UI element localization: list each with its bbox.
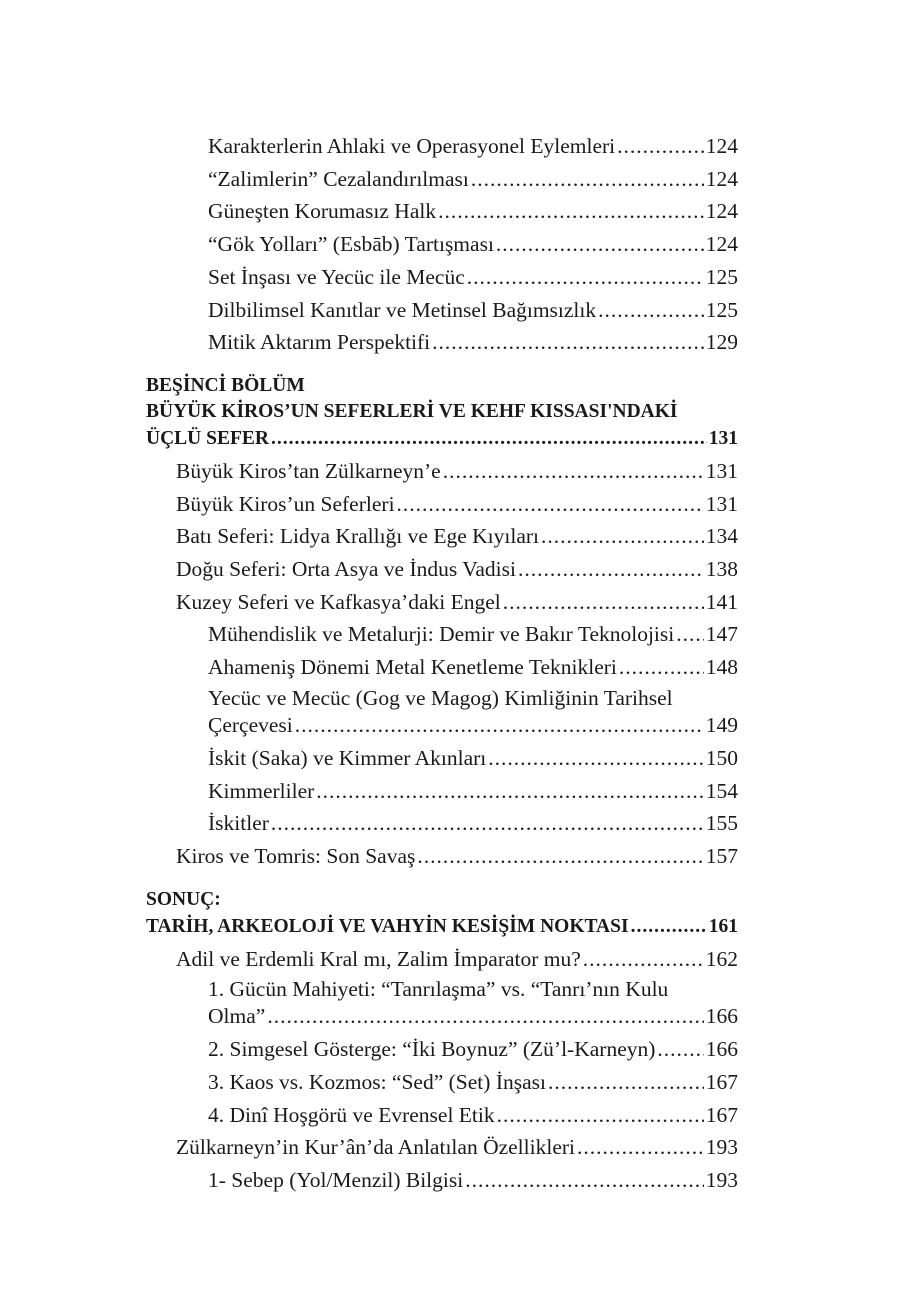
toc-entry-page: 154 — [705, 778, 738, 803]
toc-entry-title: 4. Dinî Hoşgörü ve Evrensel Etik — [208, 1102, 495, 1127]
toc-entry-page: 124 — [705, 134, 738, 158]
toc-entry-page: 166 — [705, 1004, 738, 1029]
conclusion-label: SONUÇ: — [146, 888, 221, 910]
toc-entry-title: Büyük Kiros’tan Zülkarneyn’e — [176, 458, 441, 483]
toc-entry — [146, 1131, 738, 1164]
toc-entry-title: Büyük Kiros’un Seferleri — [176, 491, 395, 516]
toc-entry-title-line: Yecüc ve Mecüc (Gog ve Magog) Kimliğinin Tarihsel — [208, 685, 673, 710]
dot-leader — [397, 488, 704, 521]
dot-leader — [631, 913, 707, 941]
toc-entry-page: 134 — [705, 524, 738, 549]
dot-leader — [443, 455, 704, 488]
toc-entry-page: 124 — [705, 232, 738, 257]
toc-entry — [146, 261, 738, 294]
toc-entry-title: Kuzey Seferi ve Kafkasya’daki Engel — [176, 589, 501, 614]
toc-entry-page: 125 — [705, 297, 738, 322]
toc-entry-title: Kimmerliler — [208, 778, 315, 803]
toc-entry-title: Set İnşası ve Yecüc ile Mecüc — [208, 264, 465, 289]
toc-entry-page: 193 — [705, 1168, 738, 1193]
toc-entry — [146, 685, 738, 739]
dot-leader — [467, 261, 704, 294]
dot-leader — [488, 742, 704, 775]
toc-entry-page: 131 — [705, 458, 738, 483]
dot-leader — [518, 553, 704, 586]
toc-entry-title: İskit (Saka) ve Kimmer Akınları — [208, 745, 487, 770]
toc-entry-page: 131 — [705, 491, 738, 516]
toc-entry-page: 149 — [705, 712, 738, 737]
chapter-label: BEŞİNCİ BÖLÜM — [146, 374, 305, 396]
toc-entry-page: 166 — [705, 1037, 738, 1062]
toc-entry-page: 148 — [705, 655, 738, 680]
toc-entry-title: “Gök Yolları” (Esbāb) Tartışması — [208, 232, 494, 257]
dot-leader — [548, 1066, 704, 1099]
toc-entry — [146, 294, 738, 327]
toc-entry-title: Karakterlerin Ahlaki ve Operasyonel Eylemleri — [208, 134, 616, 158]
toc-entry-title: “Zalimlerin” Cezalandırılması — [208, 166, 469, 191]
toc-entry-last-line — [208, 711, 738, 739]
conclusion-page: 161 — [708, 915, 738, 937]
toc-entry — [146, 1066, 738, 1099]
toc-entry — [146, 840, 738, 873]
toc-entry — [146, 775, 738, 808]
toc-entry-title-line: Olma” — [208, 1004, 266, 1029]
conclusion-heading — [146, 887, 738, 941]
toc-entry — [146, 195, 738, 228]
dot-leader — [438, 195, 704, 228]
dot-leader — [619, 651, 704, 684]
toc-entry — [146, 1099, 738, 1132]
toc-entry-page: 141 — [705, 589, 738, 614]
toc-entry — [146, 807, 738, 840]
toc-entry-page: 147 — [705, 622, 738, 647]
toc-entry — [146, 553, 738, 586]
toc-entry-title: Zülkarneyn’in Kur’ân’da Anlatılan Özellikleri — [176, 1135, 575, 1160]
toc-entry-title-line: 1. Gücün Mahiyeti: “Tanrılaşma” vs. “Tanrı’nın Kulu — [208, 977, 669, 1002]
dot-leader — [496, 228, 704, 261]
toc-entry — [146, 1033, 738, 1066]
chapter-title-row — [146, 425, 738, 453]
toc-entry-page: 150 — [705, 745, 738, 770]
dot-leader — [503, 586, 704, 619]
toc-entry-title: İskitler — [208, 811, 269, 836]
toc-entry — [146, 586, 738, 619]
toc-entry — [146, 742, 738, 775]
dot-leader — [267, 1002, 703, 1030]
toc-entry-page: 155 — [705, 811, 738, 836]
toc-entry — [146, 1164, 738, 1197]
chapter-page: 131 — [708, 427, 738, 449]
toc-entry-title: Güneşten Korumasız Halk — [208, 199, 437, 224]
chapter-title-line: BÜYÜK KİROS’UN SEFERLERİ VE KEHF KISSASI'NDAKİ — [146, 400, 678, 422]
toc-entry — [146, 618, 738, 651]
toc-entry-page: 124 — [705, 199, 738, 224]
conclusion-title-row — [146, 913, 738, 941]
dot-leader — [497, 1099, 704, 1132]
toc-entry-page: 125 — [705, 264, 738, 289]
toc-entry-page: 138 — [705, 557, 738, 582]
toc-entry-title: Doğu Seferi: Orta Asya ve İndus Vadisi — [176, 557, 516, 582]
dot-leader — [577, 1131, 704, 1164]
toc-entry-page: 167 — [705, 1102, 738, 1127]
dot-leader — [271, 425, 707, 453]
toc-entry-title: Mühendislik ve Metalurji: Demir ve Bakır Teknolojisi — [208, 622, 675, 647]
toc-entry-page: 124 — [705, 166, 738, 191]
toc-entry-title: 1- Sebep (Yol/Menzil) Bilgisi — [208, 1168, 464, 1193]
toc-entry — [146, 488, 738, 521]
dot-leader — [432, 326, 704, 359]
toc-entry-page: 157 — [705, 843, 738, 868]
dot-leader — [465, 1164, 704, 1197]
toc-entry — [146, 228, 738, 261]
dot-leader — [598, 294, 704, 327]
toc-entry-title: Ahameniş Dönemi Metal Kenetleme Teknikleri — [208, 655, 617, 680]
toc-entry-page: 167 — [705, 1070, 738, 1095]
toc-entry-title: Adil ve Erdemli Kral mı, Zalim İmparator mu? — [176, 946, 581, 971]
toc-entry — [146, 163, 738, 196]
toc-entry-last-line — [208, 1002, 738, 1030]
dot-leader — [541, 520, 704, 553]
toc-entry-title: Dilbilimsel Kanıtlar ve Metinsel Bağımsızlık — [208, 297, 597, 322]
toc-entry-title: Mitik Aktarım Perspektifi — [208, 330, 431, 355]
chapter-heading — [146, 373, 738, 453]
dot-leader — [271, 807, 704, 840]
dot-leader — [617, 130, 704, 163]
dot-leader — [316, 775, 703, 808]
toc-entry-title: 3. Kaos vs. Kozmos: “Sed” (Set) İnşası — [208, 1070, 546, 1095]
conclusion-title: TARİH, ARKEOLOJİ VE VAHYİN KESİŞİM NOKTASI — [146, 915, 629, 937]
dot-leader — [295, 711, 704, 739]
dot-leader — [583, 943, 704, 976]
toc-entry — [146, 520, 738, 553]
dot-leader — [657, 1033, 703, 1066]
toc-entry-page: 193 — [705, 1135, 738, 1160]
toc-entry — [146, 943, 738, 976]
toc-entry-page: 162 — [705, 946, 738, 971]
table-of-contents — [146, 130, 738, 1197]
dot-leader — [471, 163, 704, 196]
toc-entry — [146, 651, 738, 684]
toc-entry-title: 2. Simgesel Gösterge: “İki Boynuz” (Zü’l-Karneyn) — [208, 1037, 656, 1062]
toc-entry — [146, 130, 738, 163]
chapter-title-line: ÜÇLÜ SEFER — [146, 427, 269, 449]
toc-entry-page: 129 — [705, 330, 738, 355]
toc-entry — [146, 455, 738, 488]
toc-entry — [146, 976, 738, 1030]
toc-entry-title-line: Çerçevesi — [208, 712, 293, 737]
toc-entry-title: Kiros ve Tomris: Son Savaş — [176, 843, 416, 868]
toc-entry-title: Batı Seferi: Lidya Krallığı ve Ege Kıyıları — [176, 524, 540, 549]
dot-leader — [676, 618, 704, 651]
dot-leader — [417, 840, 703, 873]
toc-entry — [146, 326, 738, 359]
